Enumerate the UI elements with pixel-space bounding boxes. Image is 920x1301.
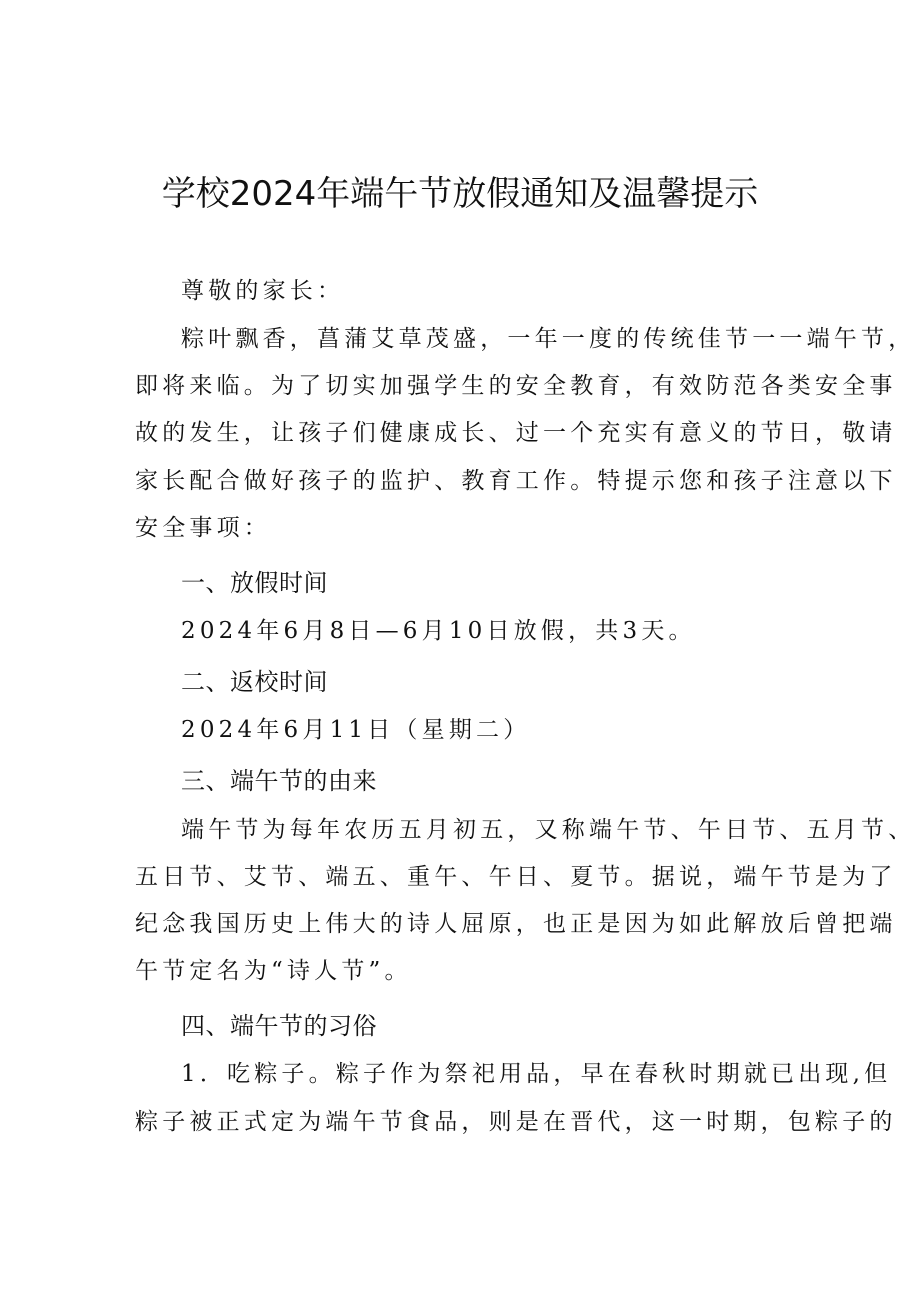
intro-line: 即将来临。为了切实加强学生的安全教育，有效防范各类安全事	[135, 373, 897, 399]
document-title: 学校2024年端午节放假通知及温馨提示	[161, 174, 759, 214]
customs-line: 粽子被正式定为端午节食品，则是在晋代，这一时期，包粽子的	[135, 1109, 897, 1135]
return-time-text: 2024年6月11日（星期二）	[181, 717, 531, 743]
salutation: 尊敬的家长：	[181, 278, 345, 304]
section-heading-return-time: 二、返校时间	[181, 668, 328, 696]
origin-line: 午节定名为“诗人节”。	[135, 958, 412, 984]
origin-line: 纪念我国历史上伟大的诗人屈原，也正是因为如此解放后曾把端	[135, 911, 897, 937]
intro-line: 故的发生，让孩子们健康成长、过一个充实有意义的节日，敬请	[135, 420, 897, 446]
section-heading-origin: 三、端午节的由来	[181, 767, 377, 795]
origin-line: 端午节为每年农历五月初五，又称端午节、午日节、五月节、	[181, 817, 916, 843]
section-heading-holiday-time: 一、放假时间	[181, 569, 328, 597]
intro-line: 安全事项：	[135, 515, 271, 541]
origin-line: 五日节、艾节、端五、重午、午日、夏节。据说，端午节是为了	[135, 864, 897, 890]
customs-line: 1．吃粽子。粽子作为祭祀用品，早在春秋时期就已出现,但	[181, 1061, 892, 1087]
section-heading-customs: 四、端午节的习俗	[181, 1012, 377, 1040]
intro-line: 粽叶飘香，菖蒲艾草茂盛，一年一度的传统佳节一一端午节，	[181, 326, 916, 352]
intro-line: 家长配合做好孩子的监护、教育工作。特提示您和孩子注意以下	[135, 468, 897, 494]
holiday-time-text: 2024年6月8日—6月10日放假，共3天。	[181, 618, 696, 644]
